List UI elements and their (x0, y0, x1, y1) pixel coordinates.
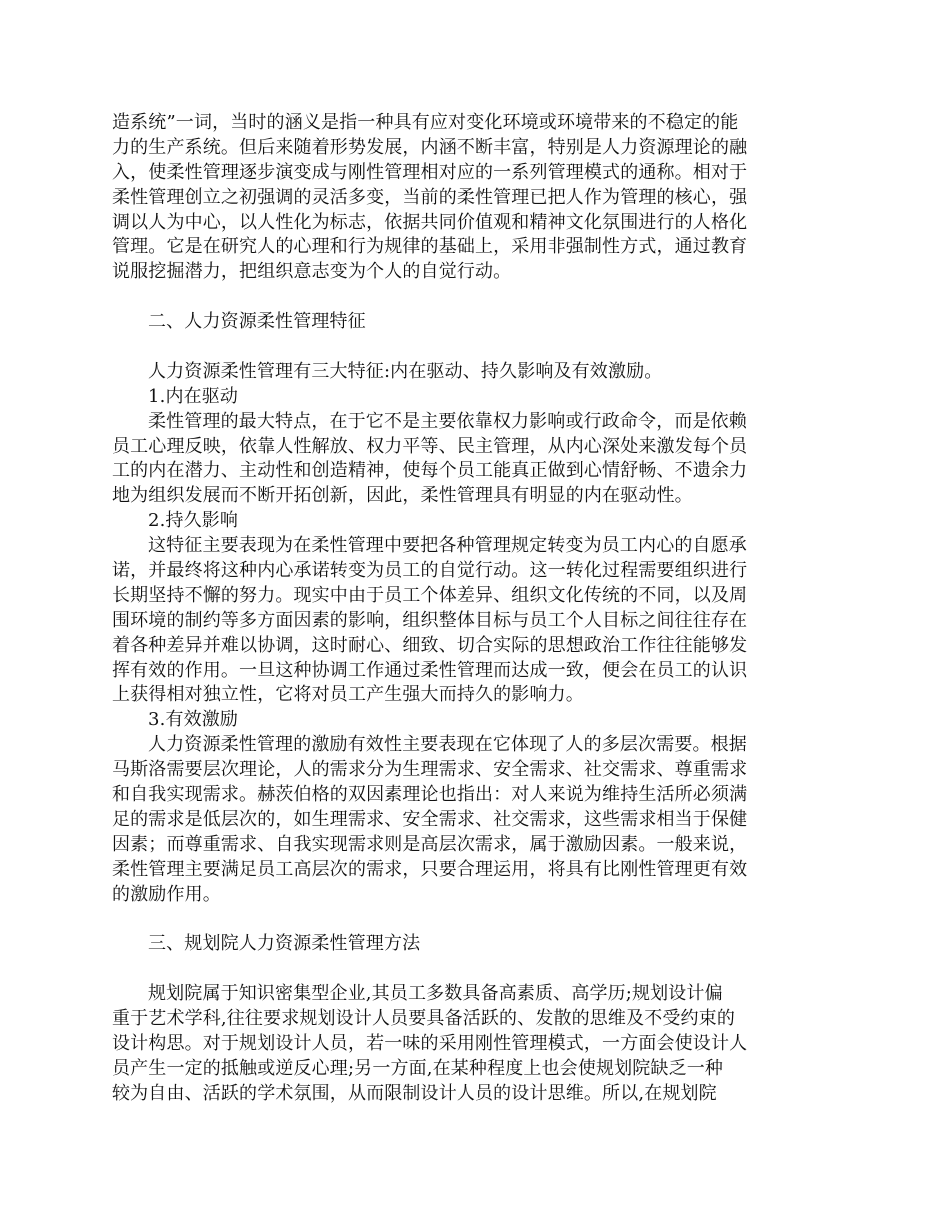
line-22: 着各种差异并难以协调，这时耐心、细致、切合实际的思想政治工作往往能够发 (112, 634, 748, 656)
section-heading-3: 三、规划院人力资源柔性管理方法 (148, 933, 421, 955)
line-14: 员工心理反映，依靠人性解放、权力平等、民主管理，从内心深处来激发每个员 (112, 435, 748, 457)
line-28: 和自我实现需求。赫茨伯格的双因素理论也指出：对人来说为维持生活所必须满 (112, 784, 748, 806)
line-32: 的激励作用。 (112, 883, 221, 905)
line-3: 入，使柔性管理逐步演变成与刚性管理相对应的一系列管理模式的通称。相对于 (112, 161, 748, 183)
subheading-2: 2.持久影响 (148, 510, 239, 532)
subheading-1: 1.内在驱动 (148, 385, 239, 407)
line-21: 围环境的制约等多方面因素的影响，组织整体目标与员工个人目标之间往往存在 (112, 609, 748, 631)
section-heading-2: 二、人力资源柔性管理特征 (148, 311, 366, 333)
line-1: 造系统”一词，当时的涵义是指一种具有应对变化环境或环境带来的不稳定的能 (112, 112, 739, 133)
line-30: 因素；而尊重需求、自我实现需求则是高层次需求，属于激励因素。一般来说， (112, 833, 748, 855)
line-7: 说服挖掘潜力，把组织意志变为个人的自觉行动。 (112, 261, 512, 283)
subheading-3: 3.有效激励 (148, 709, 239, 731)
line-11: 人力资源柔性管理有三大特征:内在驱动、持久影响及有效激励。 (148, 360, 663, 382)
gap-1 (112, 285, 772, 310)
document-page (112, 111, 772, 1107)
line-29: 足的需求是低层次的，如生理需求、安全需求、社交需求，这些需求相当于保健 (112, 808, 748, 830)
gap-3 (112, 908, 772, 933)
gap-2 (112, 335, 772, 360)
line-16: 地为组织发展而不断开拓创新，因此，柔性管理具有明显的内在驱动性。 (112, 485, 693, 507)
line-40: 较为自由、活跃的学术氛围，从而限制设计人员的设计思维。所以,在规划院 (112, 1082, 717, 1104)
line-23: 挥有效的作用。一旦这种协调工作通过柔性管理而达成一致，便会在员工的认识 (112, 659, 748, 681)
line-15: 工的内在潜力、主动性和创造精神，使每个员工能真正做到心情舒畅、不遗余力 (112, 460, 748, 482)
line-24: 上获得相对独立性，它将对员工产生强大而持久的影响力。 (112, 684, 584, 706)
line-5: 调以人为中心，以人性化为标志，依据共同价值观和精神文化氛围进行的人格化 (112, 211, 748, 233)
line-19: 诺，并最终将这种内心承诺转变为员工的自觉行动。这一转化过程需要组织进行 (112, 560, 748, 582)
line-27: 马斯洛需要层次理论，人的需求分为生理需求、安全需求、社交需求、尊重需求 (112, 759, 748, 781)
line-39: 员产生一定的抵触或逆反心理;另一方面,在某种程度上也会使规划院缺乏一种 (112, 1057, 724, 1079)
line-26: 人力资源柔性管理的激励有效性主要表现在它体现了人的多层次需要。根据 (148, 734, 747, 756)
line-6: 管理。它是在研究人的心理和行为规律的基础上，采用非强制性方式，通过教育 (112, 236, 748, 258)
line-18: 这特征主要表现为在柔性管理中要把各种管理规定转变为员工内心的自愿承 (148, 535, 747, 557)
line-4: 柔性管理创立之初强调的灵活多变，当前的柔性管理已把人作为管理的核心，强 (112, 186, 748, 208)
line-37: 重于艺术学科,往往要求规划设计人员要具备活跃的、发散的思维及不受约束的 (112, 1008, 735, 1030)
line-36: 规划院属于知识密集型企业,其员工多数具备高素质、高学历;规划设计偏 (148, 983, 723, 1005)
line-2: 力的生产系统。但后来随着形势发展，内涵不断丰富，特别是人力资源理论的融 (112, 136, 748, 158)
line-38: 设计构思。对于规划设计人员，若一味的采用刚性管理模式，一方面会使设计人 (112, 1032, 748, 1054)
line-13: 柔性管理的最大特点，在于它不是主要依靠权力影响或行政命令，而是依赖 (148, 410, 747, 432)
gap-4 (112, 957, 772, 982)
line-31: 柔性管理主要满足员工高层次的需求，只要合理运用，将具有比刚性管理更有效 (112, 858, 748, 880)
line-20: 长期坚持不懈的努力。现实中由于员工个体差异、组织文化传统的不同，以及周 (112, 584, 748, 606)
